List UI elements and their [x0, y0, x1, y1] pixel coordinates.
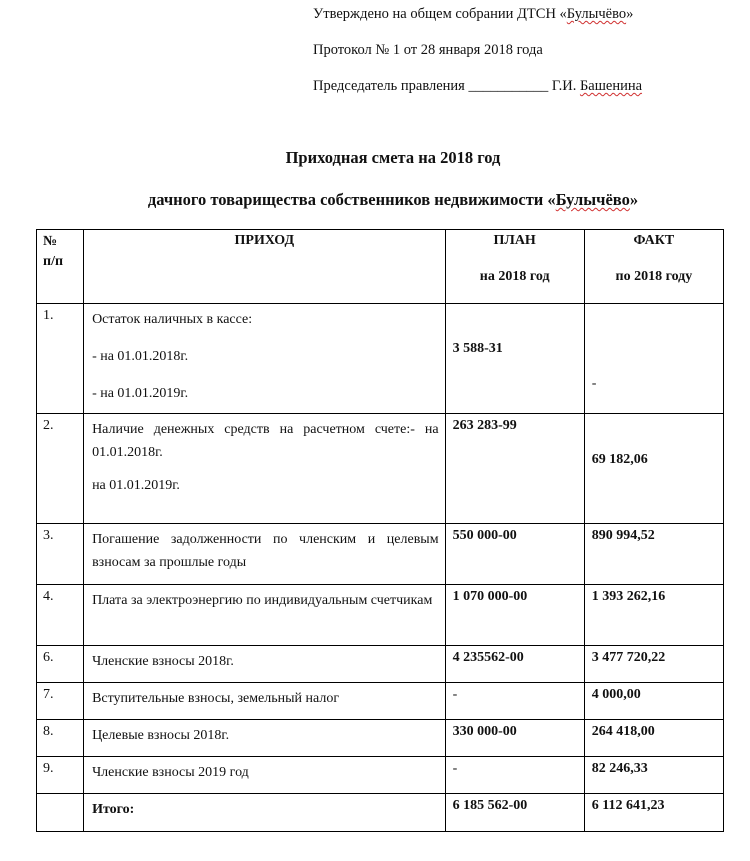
header-number	[37, 230, 84, 304]
total-fact: 6 112 641,23	[584, 794, 723, 832]
header-fact	[584, 230, 723, 304]
row-number: 8.	[37, 720, 84, 757]
row-income-item: Целевые взносы 2018г.	[84, 720, 446, 757]
header-number-symbol: №	[43, 234, 58, 249]
table-row	[37, 757, 724, 794]
row-plan: -	[445, 757, 584, 794]
table-row	[37, 304, 724, 414]
document-subtitle	[18, 190, 750, 210]
row-item-line: - на 01.01.2018г.	[92, 349, 189, 364]
row-income-item: Погашение задолженности по членским и целевым взносам за прошлые годы	[84, 524, 446, 585]
row-plan: 4 235562-00	[445, 646, 584, 683]
row-income-item	[84, 414, 446, 524]
approval-line-1	[313, 6, 633, 23]
row-fact: 4 000,00	[584, 683, 723, 720]
table-row	[37, 646, 724, 683]
total-number	[37, 794, 84, 832]
row-number: 2.	[37, 414, 84, 524]
table-row	[37, 524, 724, 585]
header-number-label: п/п	[43, 254, 64, 269]
document-subtitle-prefix: дачного товарищества собственников недвижимости «	[147, 190, 556, 209]
income-estimate-table	[36, 229, 724, 832]
table-row	[37, 414, 724, 524]
row-income-item: Плата за электроэнергию по индивидуальным счетчикам	[84, 585, 446, 646]
approval-line-1-suffix: »	[626, 6, 634, 22]
row-number: 4.	[37, 585, 84, 646]
approval-line-1-prefix: Утверждено на общем собрании ДТСН «	[313, 6, 567, 22]
approval-protocol: Протокол № 1 от 28 января 2018 года	[313, 42, 543, 58]
total-plan: 6 185 562-00	[445, 794, 584, 832]
row-item-line: Остаток наличных в кассе:	[92, 312, 253, 327]
row-number: 9.	[37, 757, 84, 794]
row-income-item	[84, 304, 446, 414]
row-income-item: Членские взносы 2019 год	[84, 757, 446, 794]
row-plan: 263 283-99	[445, 414, 584, 524]
table-row	[37, 683, 724, 720]
row-fact: 69 182,06	[584, 414, 723, 524]
row-number: 7.	[37, 683, 84, 720]
header-fact-title: ФАКТ	[633, 233, 675, 248]
row-number: 6.	[37, 646, 84, 683]
approval-line-1-name: Булычёво	[566, 6, 627, 22]
approval-chairman-prefix: Председатель правления ___________ Г.И.	[313, 78, 580, 94]
table-row	[37, 720, 724, 757]
row-plan: 330 000-00	[445, 720, 584, 757]
row-income-item: Вступительные взносы, земельный налог	[84, 683, 446, 720]
header-plan-period: на 2018 год	[479, 269, 550, 284]
row-item-line: Наличие денежных средств на расчетном счете:- на 01.01.2018г.	[92, 422, 439, 460]
approval-chairman-name: Башенина	[579, 78, 643, 94]
row-plan: 550 000-00	[445, 524, 584, 585]
row-plan: -	[445, 683, 584, 720]
header-income: ПРИХОД	[84, 230, 446, 304]
table-row	[37, 585, 724, 646]
row-fact: 3 477 720,22	[584, 646, 723, 683]
row-fact: 82 246,33	[584, 757, 723, 794]
row-plan: 1 070 000-00	[445, 585, 584, 646]
table-header-row	[37, 230, 724, 304]
row-income-item: Членские взносы 2018г.	[84, 646, 446, 683]
header-plan	[445, 230, 584, 304]
approval-chairman	[313, 78, 642, 95]
row-item-line: - на 01.01.2019г.	[92, 386, 189, 401]
row-item-line: на 01.01.2019г.	[92, 478, 180, 493]
row-plan: 3 588-31	[445, 304, 584, 414]
total-label: Итого:	[84, 794, 446, 832]
row-fact: -	[584, 304, 723, 414]
document-subtitle-suffix: »	[629, 190, 639, 209]
row-fact: 1 393 262,16	[584, 585, 723, 646]
document-title: Приходная смета на 2018 год	[285, 148, 501, 167]
header-fact-period: по 2018 году	[615, 269, 693, 284]
row-number: 1.	[37, 304, 84, 414]
table-total-row	[37, 794, 724, 832]
header-plan-title: ПЛАН	[493, 233, 536, 248]
row-fact: 890 994,52	[584, 524, 723, 585]
document-subtitle-name: Булычёво	[555, 190, 630, 209]
row-number: 3.	[37, 524, 84, 585]
row-fact: 264 418,00	[584, 720, 723, 757]
